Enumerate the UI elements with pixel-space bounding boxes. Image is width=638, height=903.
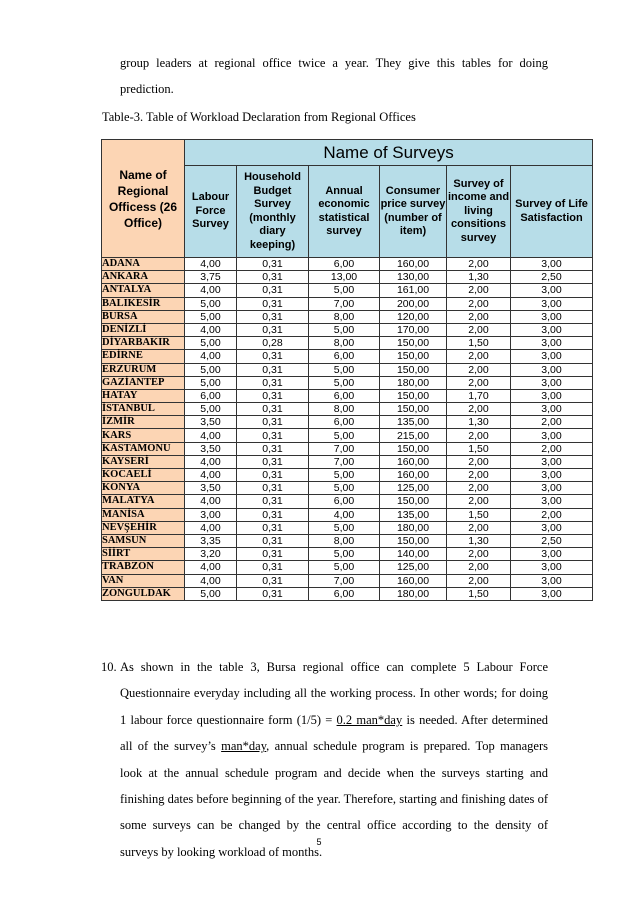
value-cell: 0,31 [237,574,309,587]
value-cell: 6,00 [185,389,237,402]
column-header: Consumer price survey (number of item) [380,166,447,258]
table-row [102,416,593,429]
value-cell: 3,00 [511,337,593,350]
value-cell: 5,00 [309,548,380,561]
table-row [102,376,593,389]
value-cell: 2,00 [447,350,511,363]
office-name-cell: KAYSERİ [102,455,185,468]
office-name-cell: DİYARBAKIR [102,337,185,350]
value-cell: 7,00 [309,455,380,468]
value-cell: 3,00 [511,310,593,323]
value-cell: 0,31 [237,284,309,297]
value-cell: 4,00 [185,284,237,297]
value-cell: 0,31 [237,363,309,376]
office-name-cell: DENİZLİ [102,323,185,336]
office-name-cell: BALIKESİR [102,297,185,310]
value-cell: 180,00 [380,521,447,534]
value-cell: 8,00 [309,534,380,547]
table-row [102,442,593,455]
table-row [102,389,593,402]
item-10-text-2: is needed. After determined all of the survey’s [120,712,548,754]
item-10-text-3: , annual schedule program is prepared. Top managers look at the annual schedule program and decide when the surveys starting and finishing dates before beginning of the year. Therefore, starting and finishing dates of some surveys can be changed by the central office according to the density of surveys by looking workload of months. [120,739,549,859]
value-cell: 0,31 [237,376,309,389]
value-cell: 150,00 [380,363,447,376]
value-cell: 3,00 [511,376,593,389]
value-cell: 3,00 [511,548,593,561]
office-name-cell: BURSA [102,310,185,323]
table-row [102,363,593,376]
table-row [102,508,593,521]
table-caption: Table-3. Table of Workload Declaration from Regional Offices [102,110,416,124]
workload-table [101,139,593,601]
value-cell: 2,00 [447,455,511,468]
table-row [102,495,593,508]
value-cell: 1,30 [447,534,511,547]
value-cell: 3,00 [511,323,593,336]
value-cell: 2,00 [447,297,511,310]
value-cell: 6,00 [309,587,380,600]
value-cell: 0,31 [237,482,309,495]
value-cell: 3,00 [511,429,593,442]
value-cell: 8,00 [309,403,380,416]
value-cell: 200,00 [380,297,447,310]
item-10-text-1: As shown in the table 3, Bursa regional office can complete 5 Labour Force Questionnaire everyday including all the working process. In other words; for doing 1 labour force questionnaire form (1/5) = [120,660,548,727]
value-cell: 5,00 [185,297,237,310]
value-cell: 8,00 [309,310,380,323]
office-name-cell: TRABZON [102,561,185,574]
value-cell: 1,50 [447,337,511,350]
value-cell: 140,00 [380,548,447,561]
value-cell: 6,00 [309,416,380,429]
table-row [102,403,593,416]
value-cell: 3,00 [511,389,593,402]
value-cell: 150,00 [380,534,447,547]
value-cell: 135,00 [380,416,447,429]
value-cell: 3,00 [511,469,593,482]
value-cell: 3,00 [511,587,593,600]
table-row [102,310,593,323]
value-cell: 1,30 [447,416,511,429]
office-name-cell: SİİRT [102,548,185,561]
value-cell: 150,00 [380,337,447,350]
value-cell: 160,00 [380,469,447,482]
office-name-cell: İZMİR [102,416,185,429]
name-of-surveys-header: Name of Surveys [185,140,593,166]
value-cell: 3,00 [511,495,593,508]
value-cell: 4,00 [185,258,237,271]
value-cell: 4,00 [185,455,237,468]
table-row [102,297,593,310]
value-cell: 0,31 [237,297,309,310]
value-cell: 2,00 [447,310,511,323]
value-cell: 3,35 [185,534,237,547]
office-name-cell: KARS [102,429,185,442]
value-cell: 3,00 [511,561,593,574]
value-cell: 4,00 [185,350,237,363]
table-row [102,323,593,336]
value-cell: 2,00 [511,442,593,455]
value-cell: 5,00 [309,482,380,495]
office-name-cell: ERZURUM [102,363,185,376]
value-cell: 4,00 [185,323,237,336]
value-cell: 5,00 [309,429,380,442]
value-cell: 2,00 [447,258,511,271]
value-cell: 160,00 [380,574,447,587]
value-cell: 2,00 [447,284,511,297]
value-cell: 7,00 [309,574,380,587]
value-cell: 0,31 [237,323,309,336]
office-name-cell: GAZİANTEP [102,376,185,389]
value-cell: 125,00 [380,561,447,574]
value-cell: 3,00 [511,574,593,587]
value-cell: 0,31 [237,403,309,416]
table-row [102,284,593,297]
value-cell: 2,50 [511,271,593,284]
value-cell: 2,50 [511,534,593,547]
table-row [102,521,593,534]
value-cell: 0,31 [237,455,309,468]
table-row [102,561,593,574]
value-cell: 5,00 [309,469,380,482]
value-cell: 150,00 [380,389,447,402]
value-cell: 150,00 [380,350,447,363]
value-cell: 2,00 [447,376,511,389]
table-row [102,337,593,350]
value-cell: 2,00 [511,416,593,429]
value-cell: 2,00 [447,469,511,482]
value-cell: 5,00 [309,376,380,389]
value-cell: 3,50 [185,416,237,429]
value-cell: 4,00 [185,429,237,442]
value-cell: 2,00 [447,561,511,574]
table-row [102,455,593,468]
value-cell: 2,00 [447,403,511,416]
value-cell: 135,00 [380,508,447,521]
value-cell: 3,00 [511,284,593,297]
item-10-underline-1: 0.2 man*day [336,712,403,727]
value-cell: 0,31 [237,442,309,455]
value-cell: 125,00 [380,482,447,495]
value-cell: 2,00 [447,548,511,561]
value-cell: 3,50 [185,442,237,455]
value-cell: 161,00 [380,284,447,297]
value-cell: 215,00 [380,429,447,442]
column-header: Survey of income and living consitions survey [447,166,511,258]
value-cell: 2,00 [511,508,593,521]
column-header: Survey of Life Satisfaction [511,166,593,258]
value-cell: 7,00 [309,297,380,310]
value-cell: 5,00 [185,363,237,376]
office-name-cell: ANKARA [102,271,185,284]
item-10-underline-2: man*day [221,739,267,754]
value-cell: 1,30 [447,271,511,284]
table-row [102,587,593,600]
value-cell: 0,28 [237,337,309,350]
value-cell: 2,00 [447,495,511,508]
value-cell: 3,00 [511,258,593,271]
value-cell: 150,00 [380,495,447,508]
value-cell: 150,00 [380,403,447,416]
value-cell: 5,00 [185,587,237,600]
value-cell: 5,00 [185,376,237,389]
value-cell: 3,00 [511,297,593,310]
value-cell: 2,00 [447,482,511,495]
value-cell: 0,31 [237,548,309,561]
value-cell: 6,00 [309,258,380,271]
value-cell: 0,31 [237,416,309,429]
table-row [102,271,593,284]
value-cell: 4,00 [309,508,380,521]
office-name-cell: ADANA [102,258,185,271]
table-row [102,548,593,561]
value-cell: 0,31 [237,495,309,508]
office-name-cell: ZONGULDAK [102,587,185,600]
value-cell: 0,31 [237,310,309,323]
office-name-cell: VAN [102,574,185,587]
office-name-cell: SAMSUN [102,534,185,547]
table-row [102,574,593,587]
office-name-cell: KONYA [102,482,185,495]
value-cell: 5,00 [309,323,380,336]
value-cell: 180,00 [380,587,447,600]
office-name-cell: KOCAELİ [102,469,185,482]
value-cell: 2,00 [447,429,511,442]
value-cell: 180,00 [380,376,447,389]
value-cell: 3,00 [511,455,593,468]
table-row [102,258,593,271]
value-cell: 0,31 [237,429,309,442]
value-cell: 120,00 [380,310,447,323]
value-cell: 7,00 [309,442,380,455]
value-cell: 1,50 [447,508,511,521]
office-name-cell: KASTAMONU [102,442,185,455]
table-row [102,429,593,442]
value-cell: 1,70 [447,389,511,402]
value-cell: 160,00 [380,258,447,271]
value-cell: 4,00 [185,469,237,482]
value-cell: 0,31 [237,521,309,534]
value-cell: 0,31 [237,258,309,271]
value-cell: 3,00 [511,350,593,363]
column-header: Household Budget Survey (monthly diary keeping) [237,166,309,258]
value-cell: 170,00 [380,323,447,336]
value-cell: 4,00 [185,521,237,534]
table-row [102,534,593,547]
office-name-cell: HATAY [102,389,185,402]
value-cell: 0,31 [237,389,309,402]
value-cell: 3,00 [511,363,593,376]
value-cell: 3,50 [185,482,237,495]
value-cell: 150,00 [380,442,447,455]
office-name-cell: EDİRNE [102,350,185,363]
value-cell: 5,00 [185,337,237,350]
value-cell: 5,00 [309,363,380,376]
value-cell: 5,00 [185,403,237,416]
table-row [102,482,593,495]
page-number: 5 [316,837,322,847]
value-cell: 0,31 [237,508,309,521]
value-cell: 0,31 [237,350,309,363]
value-cell: 3,00 [511,521,593,534]
column-header: Annual economic statistical survey [309,166,380,258]
value-cell: 3,20 [185,548,237,561]
value-cell: 4,00 [185,561,237,574]
value-cell: 3,00 [511,482,593,495]
office-name-cell: NEVŞEHİR [102,521,185,534]
value-cell: 130,00 [380,271,447,284]
value-cell: 3,75 [185,271,237,284]
value-cell: 2,00 [447,363,511,376]
office-name-cell: MANİSA [102,508,185,521]
value-cell: 0,31 [237,587,309,600]
value-cell: 0,31 [237,561,309,574]
value-cell: 0,31 [237,469,309,482]
value-cell: 8,00 [309,337,380,350]
value-cell: 6,00 [309,495,380,508]
item-number: 10. [101,660,117,674]
value-cell: 6,00 [309,350,380,363]
value-cell: 2,00 [447,521,511,534]
column-header: Labour Force Survey [185,166,237,258]
value-cell: 2,00 [447,574,511,587]
value-cell: 5,00 [309,521,380,534]
office-name-cell: ANTALYA [102,284,185,297]
value-cell: 0,31 [237,271,309,284]
table-row [102,469,593,482]
value-cell: 2,00 [447,323,511,336]
table-row [102,350,593,363]
value-cell: 3,00 [511,403,593,416]
value-cell: 13,00 [309,271,380,284]
value-cell: 5,00 [309,284,380,297]
office-name-cell: MALATYA [102,495,185,508]
value-cell: 5,00 [185,310,237,323]
value-cell: 0,31 [237,534,309,547]
value-cell: 3,00 [185,508,237,521]
value-cell: 4,00 [185,495,237,508]
office-name-cell: İSTANBUL [102,403,185,416]
value-cell: 6,00 [309,389,380,402]
name-of-offices-header: Name of Regional Officess (26 Office) [102,140,185,258]
value-cell: 5,00 [309,561,380,574]
intro-paragraph: group leaders at regional office twice a year. They give this tables for doing prediction. [120,56,548,96]
value-cell: 1,50 [447,587,511,600]
value-cell: 160,00 [380,455,447,468]
item-10-paragraph [101,654,548,865]
value-cell: 4,00 [185,574,237,587]
value-cell: 1,50 [447,442,511,455]
